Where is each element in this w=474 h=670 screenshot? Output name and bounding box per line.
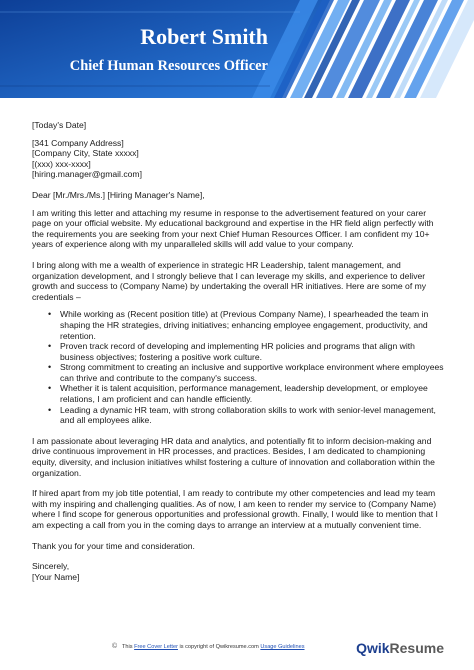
- usage-guidelines-link[interactable]: Usage Guidelines: [260, 644, 305, 650]
- qwikresume-logo[interactable]: [356, 640, 444, 656]
- logo-brand-resume: Resume: [389, 640, 444, 656]
- list-item: • While working as (Recent position title) at (Previous Company Name), I spearheaded the team in shaping the HR strategies, driving initiatives; enhancing employee engagement, productivity, and retention.: [60, 309, 444, 341]
- paragraph-intro: I am writing this letter and attaching my resume in response to the advertisement featured on your carer page on your official website. My educational background and expertise in the HR field align perfectly with the requirements you are seeking from your next Chief Human Resources Officer. I am confident my 10+ years of experience along with my unparalleled skills will add value to your company.: [32, 207, 434, 250]
- logo-brand-qwik: Qwik: [356, 640, 390, 656]
- footer-text-pre: This: [122, 644, 135, 650]
- applicant-name: Robert Smith: [140, 24, 268, 49]
- list-item: • Whether it is talent acquisition, performance management, leadership development, or employee relations, I am proficient and can handle efficiently.: [60, 383, 444, 404]
- paragraph-thanks: Thank you for your time and consideration.: [32, 540, 195, 551]
- footer-copyright: [122, 644, 305, 650]
- address-line: [hiring.manager@gmail.com]: [32, 169, 142, 180]
- signature-name: [Your Name]: [32, 571, 80, 582]
- job-title: Chief Human Resources Officer: [69, 58, 268, 74]
- paragraph-closing: If hired apart from my job title potential, I am ready to contribute my other competencies and lead my team with my inspiring and challenging qualities. As of now, I am keen to render my service to (Company Name) where I find scope for generous opportunities and professional growth. Finally, I would like to mention that I am expecting a call from you in the coming days to arrange an interview at a mutually convenient time.: [32, 488, 438, 530]
- letter-body: [32, 120, 444, 582]
- copyright-icon: ©: [112, 643, 118, 650]
- list-item: • Proven track record of developing and implementing HR policies and programs that align with business objectives; fostering a positive work culture.: [60, 341, 444, 362]
- letter-date: [Today's Date]: [32, 120, 87, 130]
- signoff: Sincerely,: [32, 561, 70, 572]
- footer: [0, 636, 474, 666]
- free-cover-letter-link[interactable]: Free Cover Letter: [134, 644, 178, 650]
- address-line: [(xxx) xxx-xxxx]: [32, 158, 91, 169]
- credentials-list: [32, 309, 444, 426]
- paragraph-passion: I am passionate about leveraging HR data and analytics, and potentially fit to inform decision-making and drive continuous improvement in HR processes, and practices. Besides, I am dedicated to championing equity, diversity, and inclusion initiatives whilst fostering a culture of innovation and collaboration within the organization.: [32, 435, 435, 478]
- list-item: • Leading a dynamic HR team, with strong collaboration skills to work with senior-level management, and all employees alike.: [60, 405, 444, 426]
- address-line: [Company City, State xxxxx]: [32, 148, 139, 159]
- header-banner: [0, 0, 474, 98]
- salutation: Dear [Mr./Mrs./Ms.] [Hiring Manager's Name],: [32, 189, 205, 200]
- recipient-address: [32, 138, 444, 180]
- list-item: • Strong commitment to creating an inclusive and supportive workplace environment where employees can thrive and contribute to the company's success.: [60, 362, 444, 383]
- address-line: [341 Company Address]: [32, 137, 124, 148]
- paragraph-experience: I bring along with me a wealth of experience in strategic HR Leadership, talent management, and organization development, and I strongly believe that I can leverage my skills, and experience to deliver growth and success to (Company Name) by undertaking the overall HR initiatives. Here are some of my credentials –: [32, 259, 427, 302]
- footer-text-mid: is copyright of Qwikresume.com: [177, 644, 261, 650]
